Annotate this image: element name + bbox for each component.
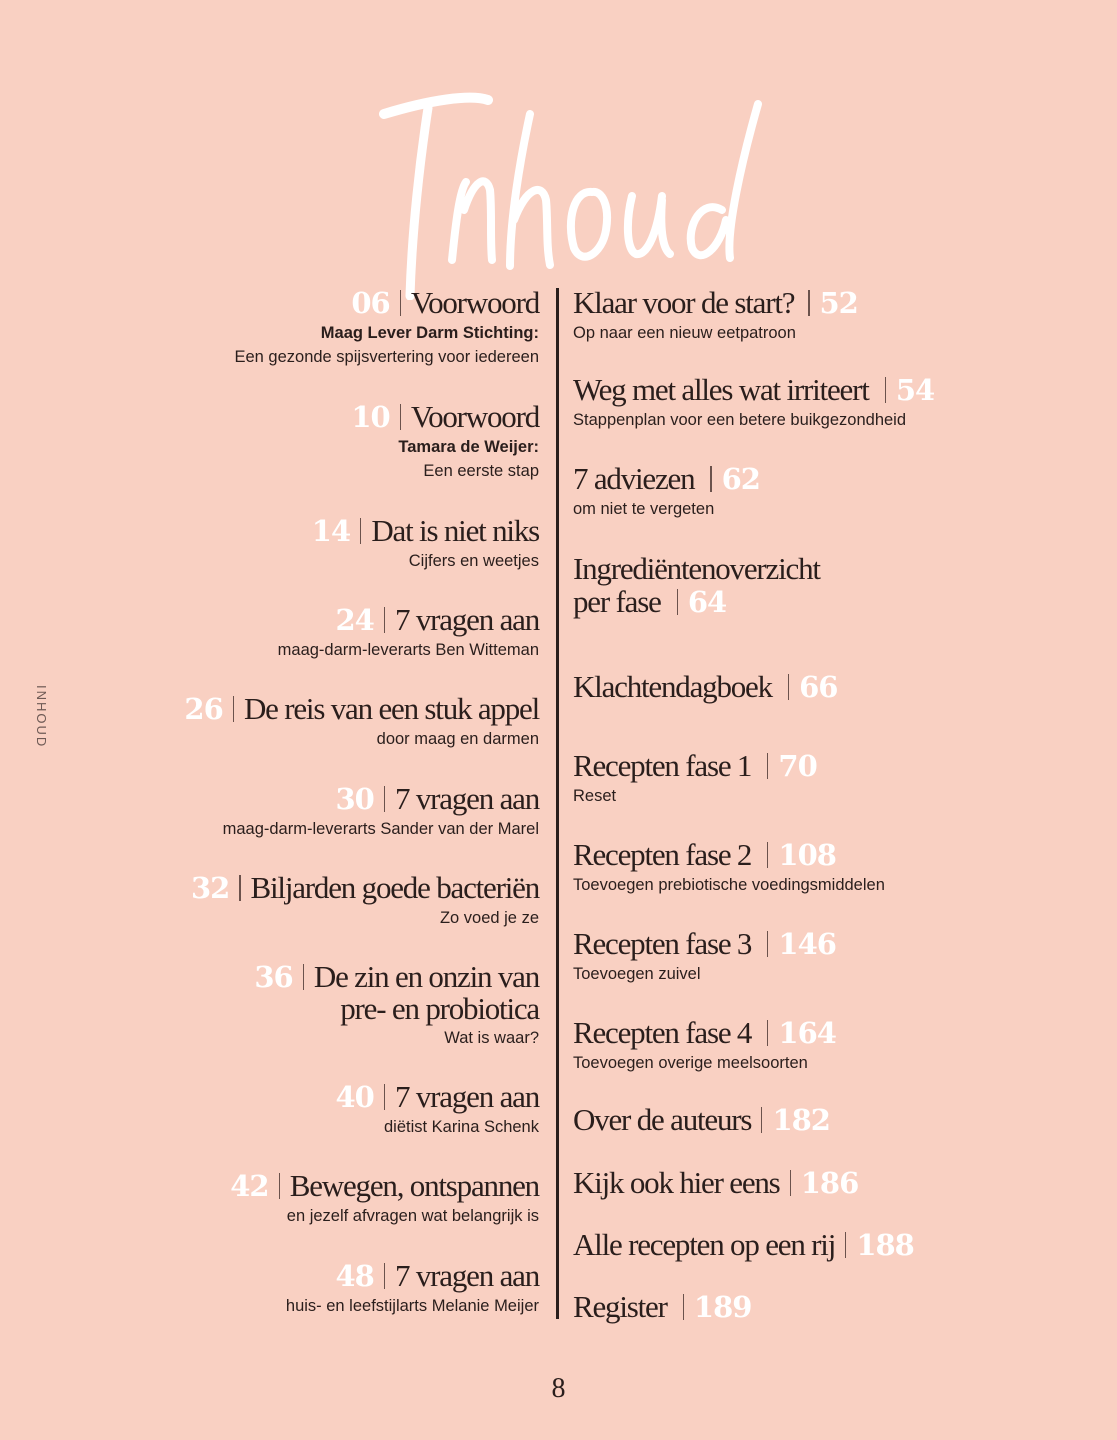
separator-bar: [761, 1107, 762, 1133]
toc-entry[interactable]: [573, 1167, 858, 1199]
toc-page-ref: 32: [190, 871, 230, 905]
separator-bar: [233, 696, 234, 722]
toc-entry-heading: [573, 374, 934, 406]
toc-entry-heading: [254, 961, 539, 993]
toc-entry[interactable]: [573, 671, 837, 703]
toc-entry-title: Weg met alles wat irriteert: [573, 372, 869, 407]
toc-entry-heading: [573, 671, 837, 703]
toc-entry-title: Klaar voor de start?: [573, 285, 795, 320]
toc-entry-title: 7 vragen aan: [395, 602, 539, 637]
toc-entry-title-line2: pre- en probiotica: [340, 991, 539, 1026]
toc-entry-title: Bewegen, ontspannen: [289, 1168, 539, 1203]
toc-entry-title: 7 vragen aan: [395, 1079, 539, 1114]
toc-entry-heading: [573, 586, 820, 618]
toc-page-ref: 70: [778, 749, 817, 783]
separator-bar: [710, 466, 711, 492]
separator-bar: [767, 842, 768, 868]
toc-entry-title: Voorwoord: [410, 399, 539, 434]
toc-entry-subtitle: Stappenplan voor een betere buikgezondheid: [573, 411, 907, 429]
toc-entry-subtitle: Een gezonde spijsvertering voor iedereen: [234, 348, 539, 366]
toc-page-ref: 36: [254, 960, 293, 994]
separator-bar: [303, 964, 304, 990]
toc-entry-subtitle: Toevoegen prebiotische voedingsmiddelen: [573, 876, 885, 894]
toc-entry[interactable]: [278, 604, 539, 662]
toc-entry-subtitle: maag-darm-leverarts Ben Witteman: [277, 641, 539, 659]
toc-entry-subtitle: Toevoegen overige meelsoorten: [573, 1054, 808, 1072]
toc-page-ref: 48: [335, 1259, 374, 1293]
toc-entry-title: Alle recepten op een rij: [573, 1227, 836, 1262]
toc-page-ref: 52: [819, 286, 858, 320]
toc-page-ref: 186: [800, 1166, 859, 1200]
separator-bar: [683, 1294, 684, 1320]
toc-page-ref: 188: [856, 1228, 914, 1262]
page-title: [370, 70, 790, 300]
separator-bar: [400, 404, 401, 430]
toc-entry-heading: [191, 872, 539, 904]
toc-entry-heading: [351, 401, 539, 433]
toc-entry-heading: [573, 1167, 858, 1199]
toc-entry-title: Dat is niet niks: [371, 513, 539, 548]
toc-entry-subtitle: Reset: [573, 787, 617, 805]
toc-entry-title: De reis van een stuk appel: [243, 691, 539, 726]
toc-page-ref: 146: [778, 927, 836, 961]
toc-page-ref: 189: [693, 1290, 752, 1324]
toc-entry-subtitle: Een eerste stap: [423, 462, 539, 480]
separator-bar: [384, 1263, 385, 1289]
toc-entry-title: Register: [573, 1289, 667, 1324]
toc-entry[interactable]: [230, 1170, 539, 1228]
separator-bar: [400, 290, 401, 316]
toc-entry[interactable]: [573, 839, 885, 897]
toc-entry-heading: [573, 463, 760, 495]
toc-entry-heading: [573, 839, 885, 871]
toc-entry-subtitle: diëtist Karina Schenk: [383, 1118, 539, 1136]
toc-entry-heading: [223, 783, 539, 815]
toc-entry[interactable]: [573, 1017, 836, 1075]
toc-page-ref: 182: [772, 1103, 830, 1137]
side-section-label: INHOUD: [34, 685, 49, 749]
separator-bar: [677, 589, 678, 615]
toc-page-ref: 10: [351, 400, 390, 434]
page-number: 8: [551, 1373, 566, 1404]
toc-entry[interactable]: [573, 463, 760, 521]
toc-entry-title: Ingrediëntenoverzicht: [573, 551, 820, 586]
toc-entry-title-line2: per fase: [573, 584, 661, 619]
toc-entry-title: 7 vragen aan: [395, 781, 539, 816]
separator-bar: [790, 1170, 791, 1196]
toc-page-ref: 42: [230, 1169, 269, 1203]
toc-entry-title: Kijk ook hier eens: [573, 1165, 780, 1200]
toc-entry-title: Biljarden goede bacteriën: [250, 870, 539, 905]
toc-entry[interactable]: [573, 1291, 751, 1323]
toc-entry-title: De zin en onzin van: [313, 959, 539, 994]
toc-entry-subtitle: Cijfers en weetjes: [408, 552, 539, 570]
toc-page-ref: 30: [335, 782, 374, 816]
toc-entry[interactable]: [223, 783, 539, 841]
column-divider: [556, 288, 559, 1319]
toc-entry[interactable]: [573, 553, 820, 618]
toc-entry-title: 7 vragen aan: [395, 1258, 539, 1293]
toc-entry-heading: [335, 1081, 539, 1113]
toc-entry-heading: [184, 693, 539, 725]
toc-entry-heading: [573, 287, 858, 319]
toc-entry[interactable]: [573, 374, 934, 432]
separator-bar: [767, 1020, 768, 1046]
toc-page-ref: 66: [799, 670, 838, 704]
separator-bar: [279, 1173, 280, 1199]
toc-entry-heading: [234, 287, 539, 319]
toc-entry-heading: [573, 750, 817, 782]
toc-entry-heading: [573, 928, 836, 960]
toc-entry-heading: [312, 515, 539, 547]
separator-bar: [788, 674, 789, 700]
toc-entry[interactable]: [286, 1260, 539, 1318]
separator-bar: [360, 518, 361, 544]
toc-entry[interactable]: [335, 1081, 539, 1139]
toc-entry[interactable]: [234, 287, 539, 369]
toc-entry-heading: [286, 1260, 539, 1292]
toc-entry-title: Recepten fase 1: [573, 748, 752, 783]
toc-entry-subtitle: Toevoegen zuivel: [573, 965, 701, 983]
toc-page-ref: 64: [687, 585, 727, 619]
toc-page-ref: 108: [778, 838, 836, 872]
toc-entry-title: Over de auteurs: [573, 1102, 752, 1137]
separator-bar: [885, 377, 886, 403]
toc-entry[interactable]: [254, 961, 539, 1050]
toc-entry-subtitle: om niet te vergeten: [573, 500, 715, 518]
toc-entry-title: 7 adviezen: [573, 461, 695, 496]
toc-entry[interactable]: [573, 928, 836, 986]
toc-entry[interactable]: [573, 287, 858, 345]
toc-entry-heading: [278, 604, 539, 636]
toc-page-ref: 24: [335, 603, 374, 637]
toc-entry-subtitle: en jezelf afvragen wat belangrijk is: [286, 1207, 539, 1225]
toc-page-ref: 54: [895, 373, 935, 407]
separator-bar: [845, 1232, 846, 1258]
toc-entry-subtitle-bold: Tamara de Weijer:: [398, 438, 539, 456]
toc-entry-subtitle: Zo voed je ze: [439, 909, 539, 927]
toc-entry-heading: [573, 1291, 751, 1323]
toc-page-ref: 164: [778, 1016, 836, 1050]
toc-entry[interactable]: [191, 872, 539, 930]
toc-entry-subtitle: maag-darm-leverarts Sander van der Marel: [222, 820, 539, 838]
separator-bar: [384, 607, 385, 633]
toc-page-ref: 62: [721, 462, 760, 496]
toc-entry[interactable]: [573, 1229, 914, 1261]
toc-entry-title: Klachtendagboek: [573, 669, 772, 704]
toc-page-ref: 06: [351, 286, 390, 320]
toc-entry[interactable]: [312, 515, 539, 573]
toc-entry[interactable]: [573, 750, 817, 808]
separator-bar: [767, 753, 768, 779]
toc-entry-title: Recepten fase 4: [573, 1015, 752, 1050]
toc-page-ref: 40: [335, 1080, 374, 1114]
toc-entry-title: Recepten fase 3: [573, 926, 752, 961]
toc-entry-heading: [573, 1229, 914, 1261]
toc-entry-subtitle: Wat is waar?: [444, 1029, 539, 1047]
separator-bar: [384, 1084, 385, 1110]
inhoud-script-title-graphic: [370, 70, 790, 300]
toc-entry[interactable]: [573, 1104, 830, 1136]
toc-entry-title: Voorwoord: [410, 285, 539, 320]
toc-entry-subtitle-bold: Maag Lever Darm Stichting:: [320, 324, 539, 342]
toc-entry-subtitle: door maag en darmen: [376, 730, 539, 748]
toc-entry[interactable]: [351, 401, 539, 483]
toc-page-ref: 14: [311, 514, 351, 548]
toc-entry-heading: [573, 1104, 830, 1136]
separator-bar: [767, 931, 768, 957]
toc-entry-heading: [230, 1170, 539, 1202]
toc-entry-title: Recepten fase 2: [573, 837, 752, 872]
toc-entry-subtitle: huis- en leefstijlarts Melanie Meijer: [285, 1297, 539, 1315]
toc-entry-subtitle: Op naar een nieuw eetpatroon: [573, 324, 796, 342]
separator-bar: [239, 875, 240, 901]
toc-entry[interactable]: [184, 693, 539, 751]
toc-entry-heading: [573, 1017, 836, 1049]
separator-bar: [808, 290, 809, 316]
separator-bar: [384, 786, 385, 812]
toc-page-ref: 26: [184, 692, 223, 726]
